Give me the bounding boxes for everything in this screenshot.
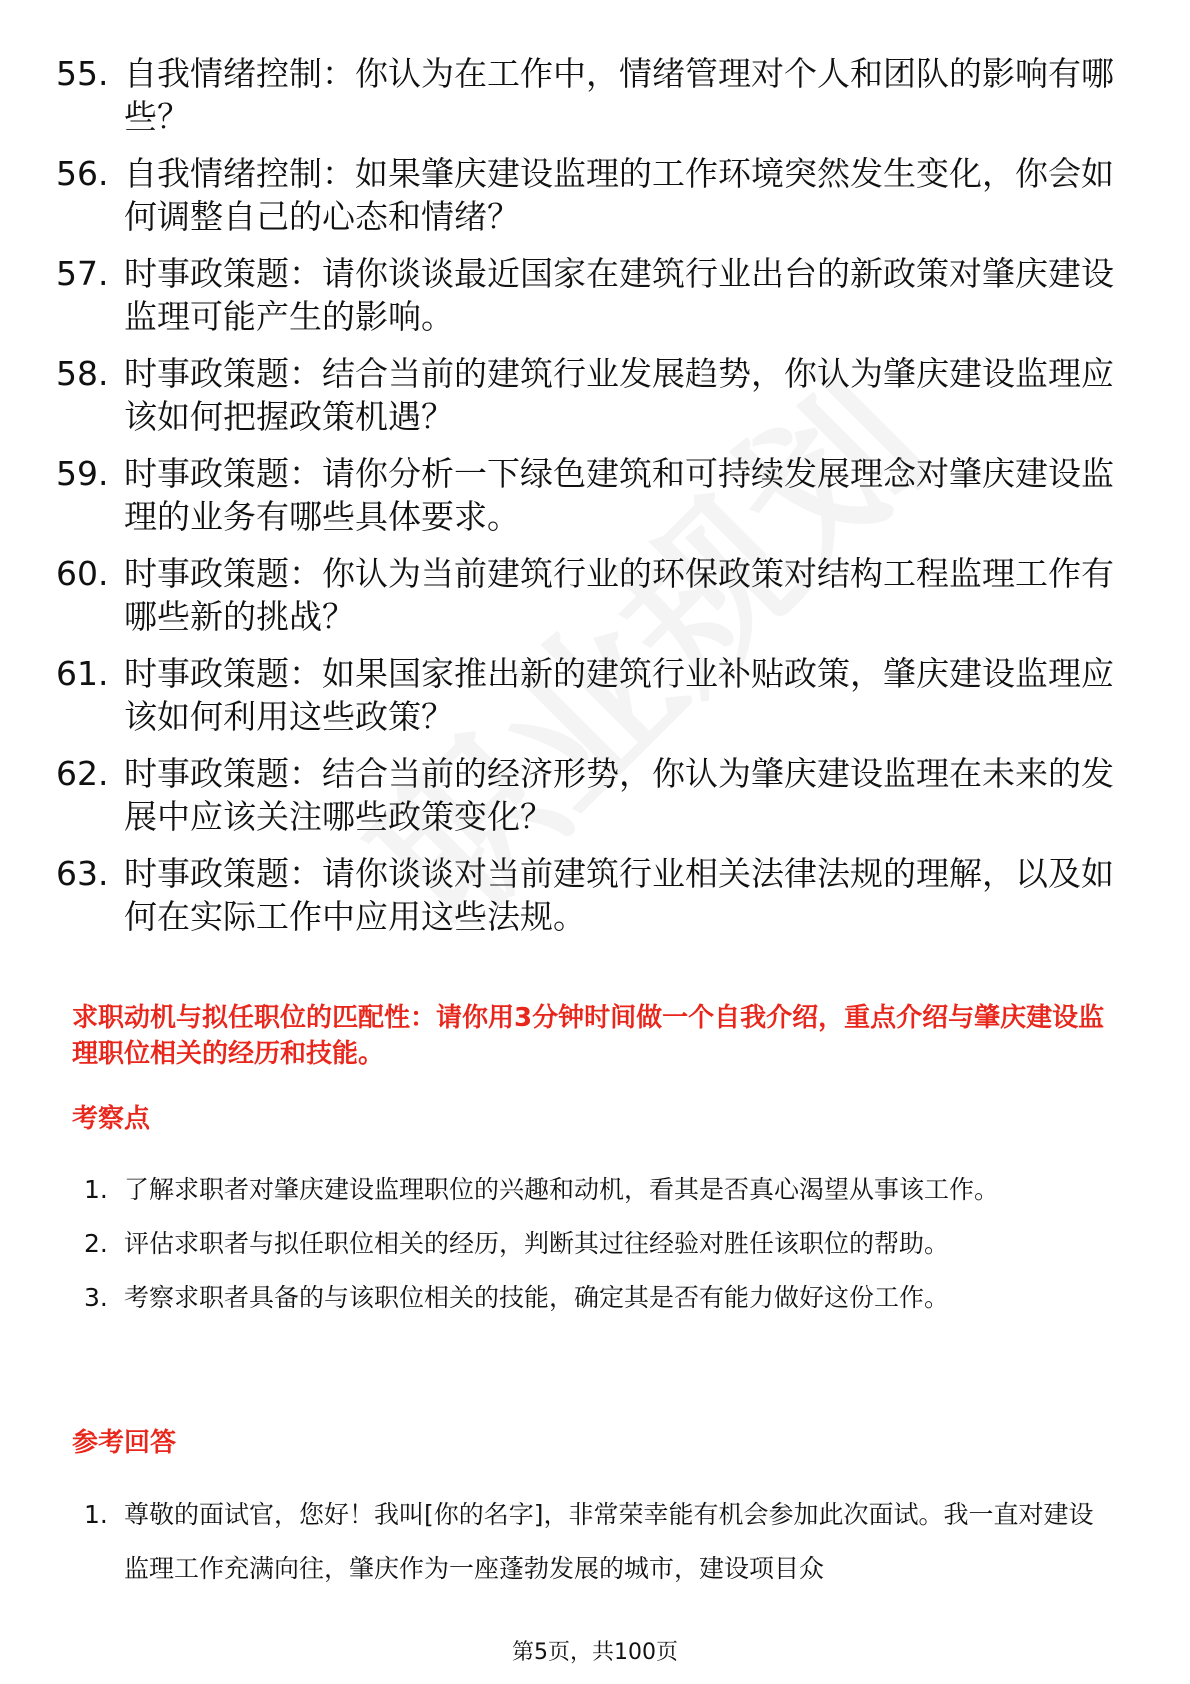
question-number: 55. [56,54,109,93]
focus-question: 求职动机与拟任职位的匹配性：请你用3分钟时间做一个自我介绍，重点介绍与肇庆建设监理职位相关的经历和技能。 [72,1003,1105,1069]
observation-text: 考察求职者具备的与该职位相关的技能，确定其是否有能力做好这份工作。 [124,1283,950,1312]
question-item [56,452,1126,538]
question-text: 时事政策题：请你谈谈最近国家在建筑行业出台的新政策对肇庆建设监理可能产生的影响。 [124,254,1114,336]
observation-item [84,1271,1114,1325]
question-number: 56. [56,154,109,193]
observation-number: 1. [84,1175,108,1204]
observation-item [84,1217,1114,1271]
question-item [56,352,1126,438]
question-item [56,552,1126,638]
question-number: 58. [56,354,109,393]
reference-item [84,1488,1114,1596]
observation-list [84,1163,1114,1325]
observation-number: 3. [84,1283,108,1312]
observation-item [84,1163,1114,1217]
question-item [56,852,1126,938]
question-text: 时事政策题：结合当前的经济形势，你认为肇庆建设监理在未来的发展中应该关注哪些政策变化？ [124,754,1114,836]
question-number: 57. [56,254,109,293]
question-text: 时事政策题：你认为当前建筑行业的环保政策对结构工程监理工作有哪些新的挑战？ [124,554,1114,636]
question-text: 时事政策题：请你分析一下绿色建筑和可持续发展理念对肇庆建设监理的业务有哪些具体要求。 [124,454,1114,536]
question-number: 61. [56,654,109,693]
reference-list [84,1488,1114,1596]
question-text: 时事政策题：如果国家推出新的建筑行业补贴政策，肇庆建设监理应该如何利用这些政策？ [124,654,1114,736]
question-number: 62. [56,754,109,793]
question-text: 时事政策题：结合当前的建筑行业发展趋势，你认为肇庆建设监理应该如何把握政策机遇？ [124,354,1114,436]
reference-heading: 参考回答 [72,1428,177,1458]
question-list [56,52,1126,952]
question-item [56,52,1126,138]
observation-text: 评估求职者与拟任职位相关的经历，判断其过往经验对胜任该职位的帮助。 [124,1229,950,1258]
observation-text: 了解求职者对肇庆建设监理职位的兴趣和动机，看其是否真心渴望从事该工作。 [124,1175,1000,1204]
reference-number: 1. [84,1500,108,1529]
question-item [56,752,1126,838]
question-number: 59. [56,454,109,493]
question-text: 时事政策题：请你谈谈对当前建筑行业相关法律法规的理解，以及如何在实际工作中应用这些法规。 [124,854,1114,936]
observation-number: 2. [84,1229,108,1258]
question-text: 自我情绪控制：如果肇庆建设监理的工作环境突然发生变化，你会如何调整自己的心态和情绪？ [124,154,1114,236]
reference-text: 尊敬的面试官，您好！我叫[你的名字]，非常荣幸能有机会参加此次面试。我一直对建设监理工作充满向往，肇庆作为一座蓬勃发展的城市，建设项目众 [124,1500,1094,1583]
question-item [56,652,1126,738]
question-number: 63. [56,854,109,893]
question-item [56,152,1126,238]
page-footer: 第5页，共100页 [512,1640,678,1665]
question-text: 自我情绪控制：你认为在工作中，情绪管理对个人和团队的影响有哪些？ [124,54,1114,136]
question-number: 60. [56,554,109,593]
question-item [56,252,1126,338]
observation-heading: 考察点 [72,1104,151,1134]
